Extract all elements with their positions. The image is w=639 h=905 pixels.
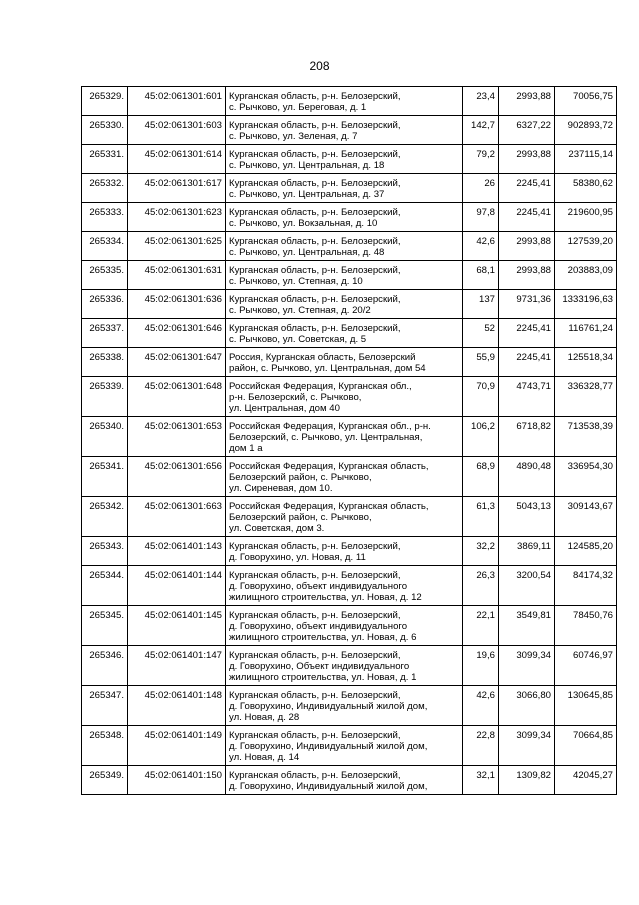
area-cell: 142,7 (463, 116, 499, 145)
area-cell: 106,2 (463, 417, 499, 457)
cadastral-value-cell: 902893,72 (555, 116, 617, 145)
row-number-cell: 265334. (82, 232, 128, 261)
cadastral-number-cell: 45:02:061301:625 (128, 232, 226, 261)
table-row (82, 686, 617, 726)
unit-value-cell: 3066,80 (499, 686, 555, 726)
table-row (82, 766, 617, 795)
cadastral-value-cell: 124585,20 (555, 537, 617, 566)
cadastral-number-cell: 45:02:061401:148 (128, 686, 226, 726)
table-row (82, 348, 617, 377)
table-row (82, 377, 617, 417)
area-cell: 42,6 (463, 232, 499, 261)
area-cell: 61,3 (463, 497, 499, 537)
area-cell: 79,2 (463, 145, 499, 174)
area-cell: 32,2 (463, 537, 499, 566)
table-body (82, 87, 617, 795)
area-cell: 22,8 (463, 726, 499, 766)
row-number-cell: 265340. (82, 417, 128, 457)
area-cell: 52 (463, 319, 499, 348)
table-row (82, 232, 617, 261)
area-cell: 70,9 (463, 377, 499, 417)
unit-value-cell: 3549,81 (499, 606, 555, 646)
unit-value-cell: 2245,41 (499, 348, 555, 377)
address-cell: Российская Федерация, Курганская область, Белозерский район, с. Рычково, ул. Советская, дом 3. (226, 497, 463, 537)
row-number-cell: 265337. (82, 319, 128, 348)
table-row (82, 537, 617, 566)
area-cell: 26 (463, 174, 499, 203)
cadastral-number-cell: 45:02:061301:646 (128, 319, 226, 348)
row-number-cell: 265330. (82, 116, 128, 145)
table-row (82, 261, 617, 290)
row-number-cell: 265341. (82, 457, 128, 497)
area-cell: 55,9 (463, 348, 499, 377)
cadastral-value-cell: 125518,34 (555, 348, 617, 377)
unit-value-cell: 2993,88 (499, 87, 555, 116)
table-row (82, 203, 617, 232)
cadastral-number-cell: 45:02:061301:631 (128, 261, 226, 290)
table-row (82, 417, 617, 457)
unit-value-cell: 2993,88 (499, 261, 555, 290)
unit-value-cell: 4743,71 (499, 377, 555, 417)
unit-value-cell: 4890,48 (499, 457, 555, 497)
row-number-cell: 265349. (82, 766, 128, 795)
row-number-cell: 265331. (82, 145, 128, 174)
cadastral-value-cell: 78450,76 (555, 606, 617, 646)
area-cell: 22,1 (463, 606, 499, 646)
address-cell: Курганская область, р-н. Белозерский, с. Рычково, ул. Центральная, д. 37 (226, 174, 463, 203)
cadastral-value-cell: 336328,77 (555, 377, 617, 417)
cadastral-number-cell: 45:02:061301:647 (128, 348, 226, 377)
cadastral-number-cell: 45:02:061301:617 (128, 174, 226, 203)
cadastral-value-cell: 219600,95 (555, 203, 617, 232)
unit-value-cell: 6327,22 (499, 116, 555, 145)
unit-value-cell: 1309,82 (499, 766, 555, 795)
cadastral-value-cell: 1333196,63 (555, 290, 617, 319)
cadastral-number-cell: 45:02:061401:150 (128, 766, 226, 795)
address-cell: Курганская область, р-н. Белозерский, с. Рычково, ул. Вокзальная, д. 10 (226, 203, 463, 232)
cadastral-number-cell: 45:02:061301:623 (128, 203, 226, 232)
cadastral-value-cell: 237115,14 (555, 145, 617, 174)
area-cell: 68,9 (463, 457, 499, 497)
cadastral-value-cell: 116761,24 (555, 319, 617, 348)
table-row (82, 145, 617, 174)
area-cell: 23,4 (463, 87, 499, 116)
address-cell: Курганская область, р-н. Белозерский, д. Говорухино, объект индивидуального жилищного строительства, ул. Новая, д. 12 (226, 566, 463, 606)
address-cell: Российская Федерация, Курганская обл., р-н. Белозерский, с. Рычково, ул. Центральная, дом 1 а (226, 417, 463, 457)
table-row (82, 116, 617, 145)
row-number-cell: 265332. (82, 174, 128, 203)
row-number-cell: 265347. (82, 686, 128, 726)
page-number: 208 (309, 59, 330, 73)
area-cell: 97,8 (463, 203, 499, 232)
address-cell: Курганская область, р-н. Белозерский, с. Рычково, ул. Степная, д. 10 (226, 261, 463, 290)
area-cell: 42,6 (463, 686, 499, 726)
cadastral-value-cell: 130645,85 (555, 686, 617, 726)
cadastral-value-cell: 58380,62 (555, 174, 617, 203)
cadastral-value-cell: 336954,30 (555, 457, 617, 497)
cadastral-number-cell: 45:02:061301:648 (128, 377, 226, 417)
cadastral-number-cell: 45:02:061301:603 (128, 116, 226, 145)
cadastral-number-cell: 45:02:061301:601 (128, 87, 226, 116)
address-cell: Курганская область, р-н. Белозерский, с. Рычково, ул. Береговая, д. 1 (226, 87, 463, 116)
cadastral-number-cell: 45:02:061401:144 (128, 566, 226, 606)
unit-value-cell: 2245,41 (499, 319, 555, 348)
table-row (82, 566, 617, 606)
cadastral-value-cell: 713538,39 (555, 417, 617, 457)
cadastral-number-cell: 45:02:061301:656 (128, 457, 226, 497)
row-number-cell: 265348. (82, 726, 128, 766)
cadastral-number-cell: 45:02:061401:145 (128, 606, 226, 646)
unit-value-cell: 2245,41 (499, 174, 555, 203)
cadastral-number-cell: 45:02:061301:636 (128, 290, 226, 319)
cadastral-number-cell: 45:02:061301:614 (128, 145, 226, 174)
row-number-cell: 265345. (82, 606, 128, 646)
address-cell: Курганская область, р-н. Белозерский, с. Рычково, ул. Советская, д. 5 (226, 319, 463, 348)
address-cell: Курганская область, р-н. Белозерский, д. Говорухино, ул. Новая, д. 11 (226, 537, 463, 566)
table-row (82, 174, 617, 203)
cadastral-value-cell: 70056,75 (555, 87, 617, 116)
unit-value-cell: 6718,82 (499, 417, 555, 457)
row-number-cell: 265342. (82, 497, 128, 537)
address-cell: Курганская область, р-н. Белозерский, с. Рычково, ул. Центральная, д. 48 (226, 232, 463, 261)
row-number-cell: 265346. (82, 646, 128, 686)
cadastral-number-cell: 45:02:061301:653 (128, 417, 226, 457)
unit-value-cell: 9731,36 (499, 290, 555, 319)
table-row (82, 726, 617, 766)
cadastral-number-cell: 45:02:061401:147 (128, 646, 226, 686)
table-row (82, 606, 617, 646)
cadastral-number-cell: 45:02:061401:143 (128, 537, 226, 566)
area-cell: 68,1 (463, 261, 499, 290)
table-row (82, 497, 617, 537)
table-row (82, 457, 617, 497)
unit-value-cell: 3869,11 (499, 537, 555, 566)
address-cell: Курганская область, р-н. Белозерский, с. Рычково, ул. Центральная, д. 18 (226, 145, 463, 174)
address-cell: Курганская область, р-н. Белозерский, с. Рычково, ул. Зеленая, д. 7 (226, 116, 463, 145)
area-cell: 19,6 (463, 646, 499, 686)
cadastral-value-cell: 60746,97 (555, 646, 617, 686)
cadastral-value-cell: 127539,20 (555, 232, 617, 261)
row-number-cell: 265339. (82, 377, 128, 417)
row-number-cell: 265336. (82, 290, 128, 319)
row-number-cell: 265338. (82, 348, 128, 377)
property-registry-table (81, 86, 617, 795)
row-number-cell: 265329. (82, 87, 128, 116)
area-cell: 32,1 (463, 766, 499, 795)
cadastral-value-cell: 84174,32 (555, 566, 617, 606)
row-number-cell: 265344. (82, 566, 128, 606)
unit-value-cell: 2993,88 (499, 232, 555, 261)
table-row (82, 319, 617, 348)
table-row (82, 290, 617, 319)
cadastral-number-cell: 45:02:061301:663 (128, 497, 226, 537)
row-number-cell: 265333. (82, 203, 128, 232)
unit-value-cell: 2245,41 (499, 203, 555, 232)
area-cell: 26,3 (463, 566, 499, 606)
address-cell: Курганская область, р-н. Белозерский, д. Говорухино, Индивидуальный жилой дом, ул. Новая, д. 14 (226, 726, 463, 766)
unit-value-cell: 3099,34 (499, 646, 555, 686)
table-row (82, 87, 617, 116)
address-cell: Курганская область, р-н. Белозерский, д. Говорухино, Индивидуальный жилой дом, ул. Новая, д. 28 (226, 686, 463, 726)
row-number-cell: 265335. (82, 261, 128, 290)
unit-value-cell: 5043,13 (499, 497, 555, 537)
cadastral-value-cell: 42045,27 (555, 766, 617, 795)
table-row (82, 646, 617, 686)
address-cell: Курганская область, р-н. Белозерский, д. Говорухино, Индивидуальный жилой дом, (226, 766, 463, 795)
row-number-cell: 265343. (82, 537, 128, 566)
cadastral-value-cell: 309143,67 (555, 497, 617, 537)
address-cell: Российская Федерация, Курганская область, Белозерский район, с. Рычково, ул. Сиреневая, дом 10. (226, 457, 463, 497)
unit-value-cell: 3200,54 (499, 566, 555, 606)
address-cell: Курганская область, р-н. Белозерский, д. Говорухино, объект индивидуального жилищного строительства, ул. Новая, д. 6 (226, 606, 463, 646)
cadastral-value-cell: 203883,09 (555, 261, 617, 290)
address-cell: Курганская область, р-н. Белозерский, с. Рычково, ул. Степная, д. 20/2 (226, 290, 463, 319)
address-cell: Российская Федерация, Курганская обл., р-н. Белозерский, с. Рычково, ул. Центральная, дом 40 (226, 377, 463, 417)
unit-value-cell: 3099,34 (499, 726, 555, 766)
area-cell: 137 (463, 290, 499, 319)
cadastral-value-cell: 70664,85 (555, 726, 617, 766)
unit-value-cell: 2993,88 (499, 145, 555, 174)
address-cell: Курганская область, р-н. Белозерский, д. Говорухино, Объект индивидуального жилищного строительства, ул. Новая, д. 1 (226, 646, 463, 686)
address-cell: Россия, Курганская область, Белозерский район, с. Рычково, ул. Центральная, дом 54 (226, 348, 463, 377)
cadastral-number-cell: 45:02:061401:149 (128, 726, 226, 766)
